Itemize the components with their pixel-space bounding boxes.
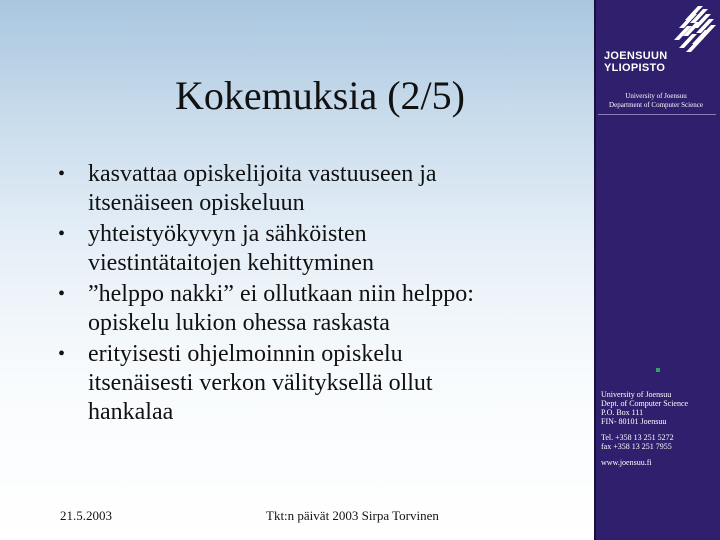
bullet-line: viestintätaitojen kehittyminen [88, 250, 374, 276]
bullet-line: hankalaa [88, 399, 174, 425]
bullet-item [58, 340, 568, 427]
sidebar-divider [598, 114, 716, 115]
footer-date: 21.5.2003 [60, 508, 112, 523]
bullet-line: itsenäiseen opiskeluun [88, 190, 305, 216]
logo-line: JOENSUUN [604, 50, 668, 62]
logo-line: YLIOPISTO [604, 62, 666, 74]
phone-line: Tel. +358 13 251 5272 [601, 433, 674, 442]
university-logo-icon [672, 6, 716, 52]
website-link[interactable]: www.joensuu.fi [601, 458, 652, 467]
bullet-icon: • [58, 283, 66, 305]
university-logo-text [604, 50, 694, 74]
fax-line: fax +358 13 251 7955 [601, 442, 672, 451]
bullet-icon: • [58, 223, 66, 245]
bullet-item [58, 160, 568, 218]
university-sidebar [594, 0, 720, 540]
bullet-item [58, 220, 568, 278]
bullet-line: kasvattaa opiskelijoita vastuuseen ja [88, 161, 437, 187]
green-marker-icon [656, 368, 660, 372]
bullet-icon: • [58, 163, 66, 185]
footer-presenter: Tkt:n päivät 2003 Sirpa Torvinen [266, 508, 439, 523]
contact-address [601, 390, 720, 467]
bullet-icon: • [58, 343, 66, 365]
address-line: FIN- 80101 Joensuu [601, 417, 667, 426]
bullet-line: opiskelu lukion ohessa raskasta [88, 310, 390, 336]
bullet-list [58, 160, 568, 429]
bullet-line: itsenäisesti verkon välityksellä ollut [88, 370, 433, 396]
address-line: University of Joensuu [601, 390, 672, 399]
bullet-line: erityisesti ohjelmoinnin opiskelu [88, 341, 403, 367]
bullet-line: yhteistyökyvyn ja sähköisten [88, 221, 367, 247]
address-line: P.O. Box 111 [601, 408, 644, 417]
address-line: Dept. of Computer Science [601, 399, 689, 408]
slide-title: Kokemuksia (2/5) [175, 73, 465, 118]
bullet-line: ”helppo nakki” ei ollutkaan niin helppo: [88, 281, 474, 307]
bullet-item [58, 280, 568, 338]
dept-line: Department of Computer Science [609, 101, 703, 109]
dept-line: University of Joensuu [625, 92, 687, 100]
department-label [596, 92, 716, 110]
